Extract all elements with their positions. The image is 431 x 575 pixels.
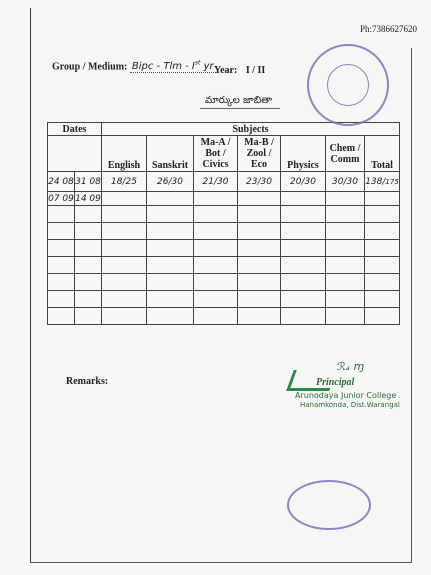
row-cell (281, 192, 326, 206)
remarks-label: Remarks: (66, 376, 109, 387)
row-cell (194, 192, 238, 206)
year-label: Year: (214, 65, 238, 76)
principal-title: Principal (316, 377, 355, 388)
table-row (48, 172, 400, 192)
table-row (48, 257, 400, 274)
page-border-bottom (30, 562, 411, 563)
row-cell: 20/30 (281, 172, 326, 192)
phone-number: Ph:7386627620 (359, 24, 417, 34)
college-seal-stamp (307, 44, 389, 126)
table-row (48, 274, 400, 291)
row-cell (365, 192, 400, 206)
row-cell (238, 192, 281, 206)
table-row (48, 206, 400, 223)
col-ma-a: Ma-A / Bot / Civics (194, 136, 238, 172)
col-sanskrit: Sanskrit (147, 136, 194, 172)
dates-header: Dates (48, 123, 102, 136)
col-english: English (102, 136, 147, 172)
page-border-right (411, 48, 412, 563)
row-cell: 26/30 (147, 172, 194, 192)
table-row (48, 192, 400, 206)
row-cell-total: 138/175 (365, 172, 400, 192)
row-cell: 21/30 (194, 172, 238, 192)
col-ma-b: Ma-B / Zool / Eco (238, 136, 281, 172)
row-date-cell: 07 09 (48, 193, 74, 204)
college-seal-inner (327, 64, 369, 106)
group-medium-value: Bipc - Tlm - Ist yr (131, 60, 214, 73)
row-date-cell: 14 09 (75, 193, 101, 204)
col-total: Total (365, 136, 400, 172)
dates-subheader (48, 136, 102, 172)
marks-table (47, 122, 400, 325)
row-cell (102, 192, 147, 206)
college-place: Hanamkonda, Dist.Warangal (300, 401, 400, 409)
row-date-cell: 31 08 (75, 172, 102, 192)
row-date-cell: 24 08 (48, 172, 75, 192)
year-options: I / II (245, 65, 266, 76)
row-cell: 23/30 (238, 172, 281, 192)
title-underline (200, 108, 280, 109)
faded-seal-stamp (287, 480, 371, 530)
col-chem: Chem / Comm (326, 136, 365, 172)
row-cell (326, 192, 365, 206)
subjects-header: Subjects (102, 123, 400, 136)
year-field (214, 65, 265, 76)
college-name: Arunodaya Junior College (295, 391, 397, 400)
col-physics: Physics (281, 136, 326, 172)
group-medium-label: Group / Medium: (52, 61, 128, 73)
table-row (48, 240, 400, 257)
group-medium-field (52, 60, 216, 72)
table-row (48, 291, 400, 308)
row-cell: 18/25 (102, 172, 147, 192)
table-row (48, 223, 400, 240)
page-border-left (30, 8, 31, 563)
handwritten-signature: ℛ𝓈 ɱ (337, 360, 365, 373)
table-row (48, 308, 400, 325)
row-cell: 30/30 (326, 172, 365, 192)
marks-list-title: మార్కుల జాబితా (205, 95, 273, 106)
row-cell (147, 192, 194, 206)
